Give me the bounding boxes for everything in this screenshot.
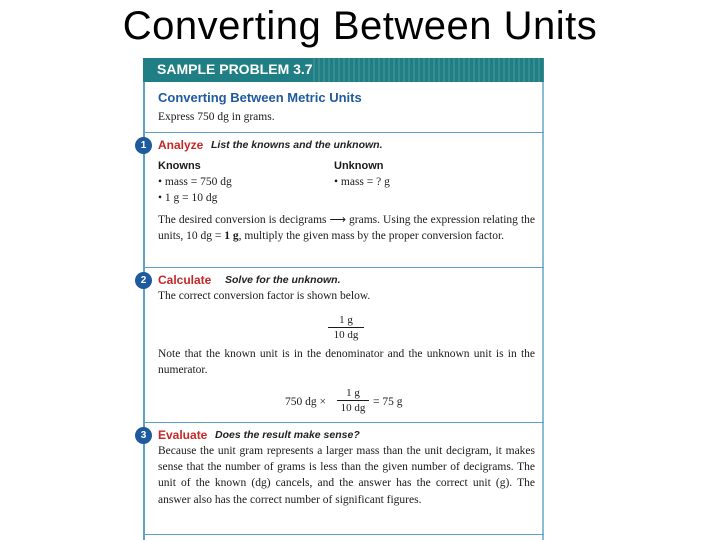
sample-problem-panel — [140, 58, 544, 540]
knowns-heading: Knowns — [158, 160, 201, 172]
conversion-factor — [328, 314, 364, 341]
step-2-text: The correct conversion factor is shown below. — [158, 290, 371, 302]
divider-2 — [143, 267, 544, 268]
step-2-instruction: Solve for the unknown. — [225, 274, 341, 286]
right-rule — [542, 82, 544, 540]
step-3-name: Evaluate — [158, 428, 208, 442]
step-1-paragraph-part: , multiply the given mass by the proper conversion factor. — [238, 230, 505, 243]
problem-prompt: Express 750 dg in grams. — [158, 111, 275, 123]
divider-1 — [143, 132, 544, 133]
slide-title: Converting Between Units — [122, 4, 598, 48]
equation-result: = 75 g — [373, 396, 403, 408]
step-3-instruction: Does the result make sense? — [215, 429, 360, 441]
step-1-paragraph-part: The desired conversion is decigrams ⟶ grams. Using the expression relating the units, 10 dg = — [158, 214, 535, 243]
panel-header — [143, 58, 544, 82]
step-3-badge: 3 — [135, 427, 152, 444]
equation-numerator: 1 g — [346, 387, 360, 399]
header-stripes — [313, 58, 544, 82]
step-1-paragraph — [158, 212, 535, 244]
conversion-factor-numerator: 1 g — [339, 314, 353, 326]
step-1-name: Analyze — [158, 138, 204, 152]
fraction-bar — [328, 327, 364, 328]
divider-4 — [143, 534, 544, 535]
step-1-badge: 1 — [135, 137, 152, 154]
step-1-paragraph-emphasis: 1 g — [224, 230, 239, 243]
step-3-paragraph: Because the unit gram represents a larger mass than the unit decigram, it makes sense that the number of grams is less than the given number of decigrams. The unit of the known (dg) cancels, and the answer has the correct unit (g). The answer also has the correct number of significant figures. — [158, 445, 535, 506]
equation-denominator: 10 dg — [340, 402, 366, 414]
unknown-item: • mass = ? g — [334, 176, 390, 188]
fraction-bar — [337, 400, 369, 401]
problem-subtitle: Converting Between Metric Units — [158, 90, 362, 105]
known-item: • 1 g = 10 dg — [158, 192, 218, 204]
step-2-name: Calculate — [158, 273, 212, 287]
conversion-factor-denominator: 10 dg — [333, 329, 359, 341]
known-item: • mass = 750 dg — [158, 176, 232, 188]
divider-3 — [143, 422, 544, 423]
equation-factor — [337, 387, 369, 414]
step-2-note: Note that the known unit is in the denominator and the unknown unit is in the numerator. — [158, 348, 535, 377]
step-2-badge: 2 — [135, 272, 152, 289]
panel-header-label: SAMPLE PROBLEM 3.7 — [157, 61, 313, 77]
step-1-instruction: List the knowns and the unknown. — [211, 139, 383, 151]
equation-left: 750 dg × — [285, 396, 326, 408]
unknown-heading: Unknown — [334, 160, 384, 172]
